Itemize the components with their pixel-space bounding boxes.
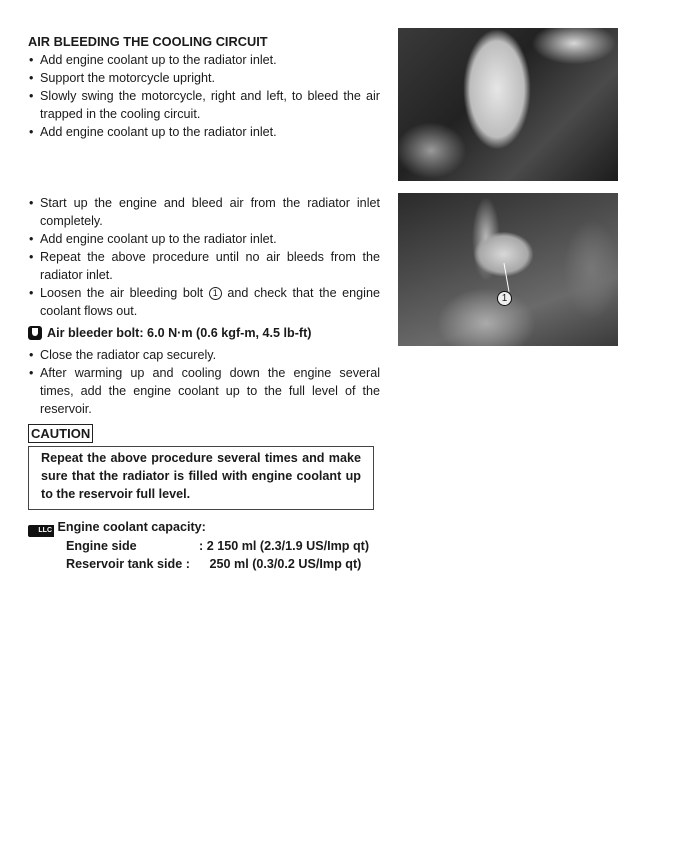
step-item: • Slowly swing the motorcycle, right and left, to bleed the air trapped in the cooling circuit. bbox=[28, 87, 380, 123]
step-list-3 bbox=[28, 346, 380, 418]
coolant-capacity-spec bbox=[28, 518, 383, 573]
step-list-2 bbox=[28, 194, 380, 320]
radiator-inlet-photo bbox=[398, 28, 618, 181]
step-item: • Close the radiator cap securely. bbox=[28, 346, 380, 364]
callout-reference: 1 bbox=[209, 287, 222, 300]
step-item: • Start up the engine and bleed air from the radiator inlet completely. bbox=[28, 194, 380, 230]
capacity-title: Engine coolant capacity: bbox=[57, 520, 206, 534]
torque-spec bbox=[28, 324, 383, 342]
step-text: and check that the engine coolant flows out. bbox=[40, 286, 380, 318]
caution-label: CAUTION bbox=[28, 424, 93, 443]
capacity-key: Reservoir tank side : bbox=[66, 557, 190, 571]
step-list-1 bbox=[28, 51, 380, 141]
capacity-row bbox=[28, 537, 383, 555]
callout-leader bbox=[503, 263, 509, 292]
section-title: AIR BLEEDING THE COOLING CIRCUIT bbox=[28, 34, 268, 49]
step-item: • Repeat the above procedure until no air bleeds from the radiator inlet. bbox=[28, 248, 380, 284]
capacity-title-row bbox=[28, 518, 383, 537]
step-item: • Support the motorcycle upright. bbox=[28, 69, 380, 87]
step-item: • After warming up and cooling down the engine several times, add the engine coolant up to the full level of the reservoir. bbox=[28, 364, 380, 418]
capacity-value: : 2 150 ml (2.3/1.9 US/Imp qt) bbox=[199, 539, 370, 553]
air-bleeder-bolt-photo bbox=[398, 193, 618, 346]
capacity-value: 250 ml (0.3/0.2 US/Imp qt) bbox=[199, 557, 362, 571]
step-item: • Add engine coolant up to the radiator inlet. bbox=[28, 51, 380, 69]
callout-marker: 1 bbox=[497, 291, 512, 306]
capacity-key: Engine side bbox=[66, 539, 137, 553]
capacity-row bbox=[28, 555, 383, 573]
section-bleed-steps bbox=[28, 194, 383, 573]
step-item: • Add engine coolant up to the radiator inlet. bbox=[28, 123, 380, 141]
llc-coolant-icon: LLC bbox=[28, 525, 54, 537]
torque-text: Air bleeder bolt: 6.0 N·m (0.6 kgf-m, 4.5 lb-ft) bbox=[47, 326, 312, 340]
step-text: Loosen the air bleeding bolt bbox=[40, 286, 209, 300]
step-item bbox=[28, 284, 380, 320]
section-air-bleeding bbox=[28, 33, 380, 141]
caution-box: Repeat the above procedure several times and make sure that the radiator is filled with engine coolant up to the reservoir full level. bbox=[28, 446, 374, 510]
torque-wrench-icon bbox=[28, 326, 42, 340]
step-item: • Add engine coolant up to the radiator inlet. bbox=[28, 230, 380, 248]
